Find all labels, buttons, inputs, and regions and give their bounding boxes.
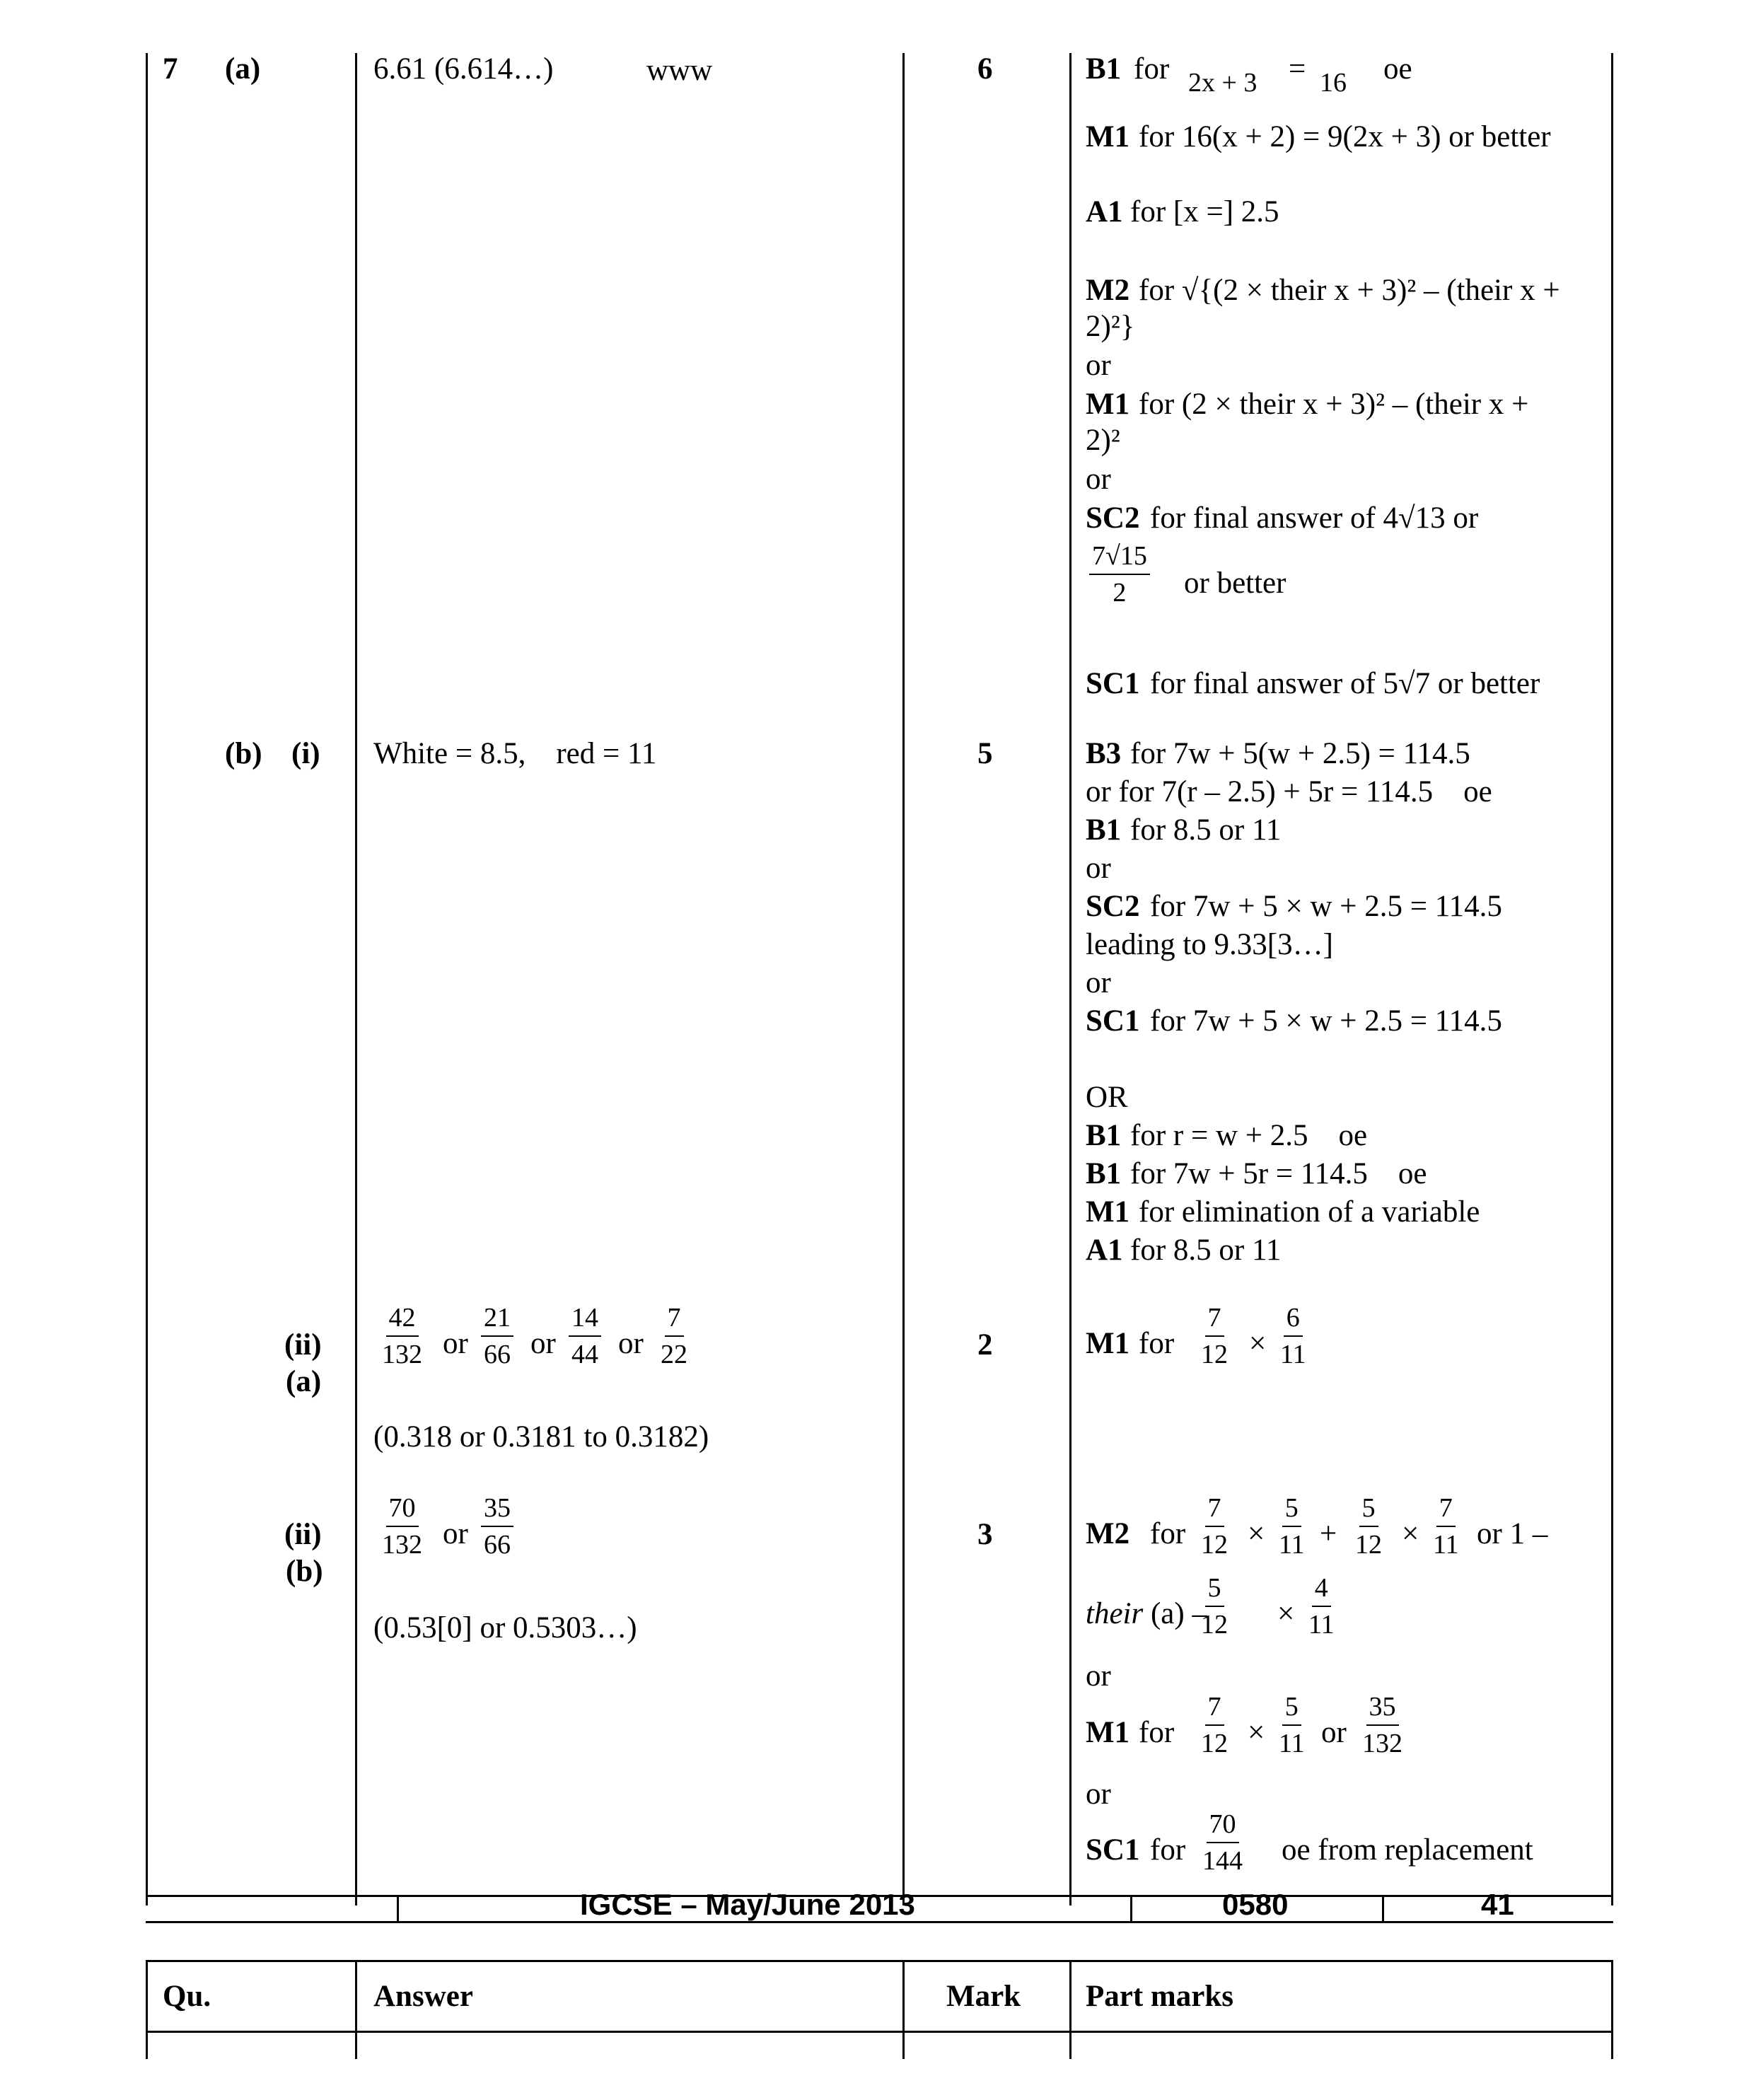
part-a-mark: 6 (977, 52, 993, 86)
header-top-line (146, 1960, 1613, 1962)
frac-den: 12 (1201, 1340, 1228, 1369)
frac-num: 7 (1205, 1304, 1224, 1337)
part-b-ii-b-m1-frac-a (1198, 1693, 1231, 1757)
frac-num: 6 (1284, 1304, 1303, 1337)
header-border-left (146, 1960, 148, 2059)
part-b-label: (b) (225, 737, 262, 770)
part-b-ii-b-decimal: (0.53[0] or 0.5303…) (373, 1611, 637, 1644)
frac-num: 35 (481, 1495, 513, 1527)
part-b-ii-b-m2-frac-a (1198, 1495, 1231, 1558)
part-b-i-alt-a1-text: for 8.5 or 11 (1130, 1234, 1282, 1267)
footer-code: 0580 (1222, 1888, 1289, 1921)
part-b-ii-a-or-1: or (443, 1327, 468, 1360)
part-b-ii-a-m1-for: for (1139, 1327, 1175, 1360)
part-b-i-answer: White = 8.5, red = 11 (373, 737, 657, 770)
part-b-ii-a-or-2: or (530, 1327, 556, 1360)
frac-num: 70 (1207, 1811, 1239, 1843)
part-b-ii-b-m1-frac-b (1276, 1693, 1308, 1757)
part-b-ii-b-m2-code: M2 (1086, 1517, 1130, 1550)
part-a-a1-code: A1 (1086, 195, 1123, 228)
part-b-ii-b-sc1-text: oe from replacement (1282, 1833, 1533, 1867)
part-b-ii-b-m2-or-1-minus: or 1 – (1477, 1517, 1548, 1550)
part-a-or-1: or (1086, 349, 1111, 382)
part-a-sc2-code: SC2 (1086, 501, 1140, 535)
part-b-i-alt-b1a-code: B1 (1086, 1119, 1122, 1152)
table-border-left (146, 53, 148, 1905)
part-b-i-alt-m1-code: M1 (1086, 1195, 1130, 1229)
frac-num: 21 (481, 1304, 513, 1337)
part-b-ii-b-m1-code: M1 (1086, 1716, 1130, 1749)
part-b-i-b1-text: for 8.5 or 11 (1130, 813, 1282, 847)
frac-den: 12 (1201, 1729, 1228, 1758)
table-border-right (1611, 53, 1613, 1905)
part-b-ii-b-answer-frac-1 (379, 1495, 425, 1558)
part-b-ii-b-sc1-code: SC1 (1086, 1833, 1140, 1867)
part-a-www: www (646, 54, 713, 87)
frac-den: 11 (1279, 1729, 1305, 1758)
part-b-ii-a-m1-frac-1 (1198, 1304, 1231, 1368)
part-a-m1b-code: M1 (1086, 388, 1130, 421)
frac-den: 22 (661, 1340, 687, 1369)
part-b-ii-a-mark: 2 (977, 1328, 993, 1362)
part-b-ii-b-m2-times-2: × (1402, 1517, 1419, 1550)
frac-den: 66 (484, 1340, 511, 1369)
frac-num: 70 (386, 1495, 419, 1527)
part-b-ii-b-label-b: (b) (286, 1555, 323, 1588)
part-b-ii-a-answer-frac-3 (569, 1304, 601, 1368)
part-b-i-sc2-code: SC2 (1086, 890, 1140, 923)
part-b-ii-a-m1-times: × (1249, 1327, 1267, 1360)
frac-den: 44 (571, 1340, 598, 1369)
footer-page-number: 41 (1481, 1888, 1514, 1921)
part-b-ii-b-m2-frac-d (1430, 1495, 1462, 1558)
part-b-ii-b-sc1-frac (1200, 1811, 1245, 1874)
part-a-m2-code: M2 (1086, 274, 1130, 307)
part-a-b1-oe: oe (1383, 52, 1412, 86)
table-divider-answer (902, 53, 905, 1905)
part-b-ii-b-m1-or: or (1321, 1716, 1347, 1749)
frac-den: 12 (1355, 1530, 1382, 1560)
part-a-m2-line1: for √{(2 × their x + 3)² – (their x + (1139, 274, 1560, 307)
part-a-label: (a) (225, 52, 261, 86)
part-a-b1-for: for (1134, 52, 1170, 86)
part-b-i-b3-line2: or for 7(r – 2.5) + 5r = 114.5 oe (1086, 775, 1492, 808)
part-b-ii-b-label-ii: (ii) (284, 1518, 322, 1551)
part-b-ii-b-m1-frac-c (1359, 1693, 1405, 1757)
part-b-ii-a-m1-code: M1 (1086, 1327, 1130, 1360)
part-a-sc2-text: for final answer of 4√13 or (1150, 501, 1479, 535)
frac-num: 4 (1312, 1574, 1331, 1607)
part-b-i-b1-code: B1 (1086, 813, 1122, 847)
part-a-sc2-frac-num: 7√15 (1089, 543, 1150, 575)
frac-den: 132 (382, 1340, 422, 1369)
footer-divider-1 (397, 1895, 399, 1923)
frac-num: 7 (1205, 1693, 1224, 1726)
header-part-marks: Part marks (1086, 1980, 1233, 2013)
header-mark: Mark (946, 1980, 1021, 2013)
part-b-ii-b-mark: 3 (977, 1518, 993, 1551)
part-a-b1-f2-den: 16 (1320, 68, 1347, 98)
part-a-b1-code: B1 (1086, 52, 1122, 86)
part-a-sc2-better: or better (1184, 567, 1287, 600)
question-number: 7 (163, 52, 178, 86)
part-a-b1-equals: = (1289, 52, 1306, 86)
part-a-sc2-fraction (1089, 543, 1150, 606)
part-a-b1-fraction-2 (1317, 33, 1349, 96)
part-b-ii-a-answer-frac-4 (658, 1304, 690, 1368)
frac-num: 35 (1366, 1693, 1399, 1726)
part-a-answer: 6.61 (6.614…) (373, 52, 554, 86)
frac-num: 7 (665, 1304, 684, 1337)
part-b-ii-b-m2-frac-c (1352, 1495, 1385, 1558)
part-b-i-or-2: or (1086, 966, 1111, 999)
part-b-i-sc1-text: for 7w + 5 × w + 2.5 = 114.5 (1150, 1004, 1502, 1038)
frac-num: 14 (569, 1304, 601, 1337)
part-b-ii-b-sc1-for: for (1150, 1833, 1186, 1867)
part-b-ii-b-or-a: or (1086, 1659, 1111, 1693)
part-b-ii-a-answer-frac-2 (481, 1304, 513, 1368)
part-a-m1-code: M1 (1086, 120, 1130, 153)
frac-den: 11 (1279, 1530, 1305, 1560)
part-b-i-or-1: or (1086, 852, 1111, 885)
frac-num: 7 (1205, 1495, 1224, 1527)
frac-num: 7 (1436, 1495, 1456, 1527)
frac-den: 11 (1433, 1530, 1459, 1560)
part-b-ii-b-m2-times-3: × (1277, 1597, 1295, 1630)
part-a-b1-fraction-1 (1185, 33, 1260, 96)
part-b-ii-a-m1-frac-2 (1277, 1304, 1309, 1368)
part-a-sc1-code: SC1 (1086, 667, 1140, 700)
part-a-a1-text: for [x =] 2.5 (1130, 195, 1279, 228)
part-b-ii-b-m2-frac-b (1276, 1495, 1308, 1558)
frac-num: 42 (386, 1304, 419, 1337)
part-b-i-alt-m1-text: for elimination of a variable (1139, 1195, 1480, 1229)
part-b-ii-a-label-a: (a) (286, 1365, 322, 1398)
frac-den: 66 (484, 1530, 511, 1560)
part-a-b1-f1-den: 2x + 3 (1188, 68, 1258, 98)
part-b-ii-a-answer-frac-1 (379, 1304, 425, 1368)
table-divider-mark (1069, 53, 1071, 1905)
header-divider-qu (355, 1960, 357, 2059)
header-qu: Qu. (163, 1980, 211, 2013)
frac-num: 5 (1359, 1495, 1378, 1527)
part-b-i-b3-line1: for 7w + 5(w + 2.5) = 114.5 (1130, 737, 1470, 770)
part-b-ii-b-m2-for: for (1150, 1517, 1186, 1550)
part-b-ii-b-m2-times-1: × (1248, 1517, 1265, 1550)
part-a-m2-line2: 2)²} (1086, 310, 1135, 343)
part-b-ii-b-answer-frac-2 (481, 1495, 513, 1558)
part-b-i-b3-code: B3 (1086, 737, 1122, 770)
part-b-i-alt-b1b-text: for 7w + 5r = 114.5 oe (1130, 1157, 1427, 1190)
part-b-ii-b-or: or (443, 1517, 468, 1550)
part-b-ii-b-m2-frac-f (1306, 1574, 1337, 1638)
part-b-i-sc1-code: SC1 (1086, 1004, 1140, 1038)
frac-den: 132 (1362, 1729, 1402, 1758)
part-a-m1b-line1: for (2 × their x + 3)² – (their x + (1139, 388, 1529, 421)
part-b-ii-b-or-b: or (1086, 1777, 1111, 1811)
part-b-i-sc2-line2: leading to 9.33[3…] (1086, 928, 1333, 961)
part-a-or-2: or (1086, 463, 1111, 496)
frac-num: 5 (1282, 1693, 1301, 1726)
part-b-i-sc2-line1: for 7w + 5 × w + 2.5 = 114.5 (1150, 890, 1502, 923)
part-a-sc1-text: for final answer of 5√7 or better (1150, 667, 1540, 700)
frac-den: 132 (382, 1530, 422, 1560)
frac-den: 12 (1201, 1610, 1228, 1640)
part-b-ii-b-m2-plus: + (1320, 1517, 1337, 1550)
header-divider-mark (1069, 1960, 1071, 2059)
part-a-m1b-line2: 2)² (1086, 424, 1120, 457)
frac-den: 12 (1201, 1530, 1228, 1560)
part-b-ii-b-m2-their: their (a) – (1086, 1597, 1207, 1630)
frac-num: 5 (1282, 1495, 1301, 1527)
frac-num: 5 (1205, 1574, 1224, 1607)
part-b-ii-b-m2-frac-e (1198, 1574, 1231, 1638)
footer-divider-2 (1130, 1895, 1132, 1923)
footer-divider-3 (1382, 1895, 1384, 1923)
header-bottom-line (146, 2031, 1613, 2033)
part-b-ii-a-decimal: (0.318 or 0.3181 to 0.3182) (373, 1420, 709, 1454)
part-b-i-alt-b1a-text: for r = w + 2.5 oe (1130, 1119, 1368, 1152)
part-b-ii-b-m1-for: for (1139, 1716, 1175, 1749)
header-border-right (1611, 1960, 1613, 2059)
part-a-m1-text: for 16(x + 2) = 9(2x + 3) or better (1139, 120, 1551, 153)
part-a-sc2-frac-den: 2 (1113, 578, 1127, 608)
part-b-ii-a-label-ii: (ii) (284, 1328, 322, 1362)
frac-den: 11 (1308, 1610, 1335, 1640)
part-b-i-mark: 5 (977, 737, 993, 770)
frac-den: 144 (1202, 1846, 1243, 1876)
part-b-i-label: (i) (291, 737, 320, 770)
part-b-i-alt-or: OR (1086, 1081, 1128, 1114)
part-b-i-alt-a1-code: A1 (1086, 1234, 1123, 1267)
table-divider-qu (355, 53, 357, 1905)
footer-bottom-line (146, 1921, 1613, 1923)
header-answer: Answer (373, 1980, 473, 2013)
header-divider-answer (902, 1960, 905, 2059)
footer-title: IGCSE – May/June 2013 (580, 1888, 915, 1921)
frac-den: 11 (1280, 1340, 1306, 1369)
part-b-ii-b-m1-times: × (1248, 1716, 1265, 1749)
part-b-ii-a-or-3: or (618, 1327, 644, 1360)
part-b-i-alt-b1b-code: B1 (1086, 1157, 1122, 1190)
